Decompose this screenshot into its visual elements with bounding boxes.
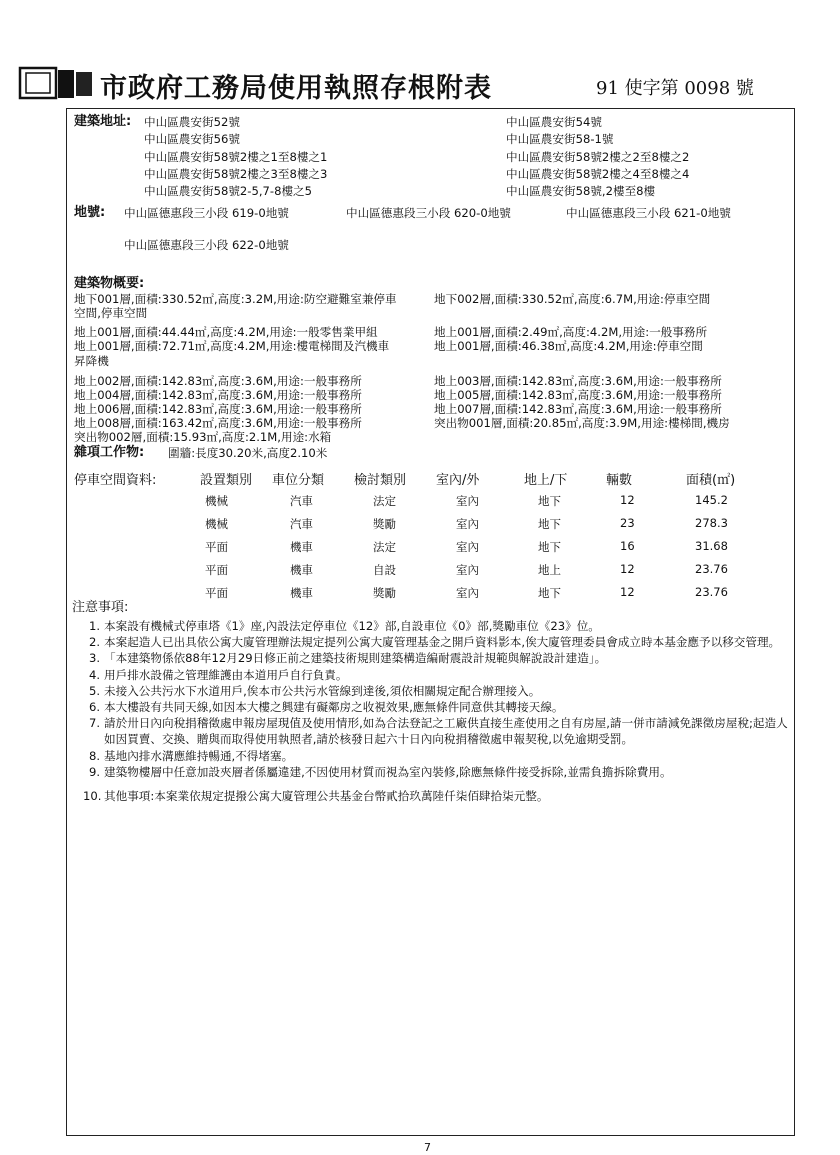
address-label: 建築地址: <box>74 114 132 129</box>
parking-header: 車位分類 <box>272 473 325 488</box>
parking-header: 檢討類別 <box>354 473 407 488</box>
building-line: 地上001層,面積:2.49㎡,高度:4.2M,用途:一般事務所 <box>434 325 708 339</box>
note-item <box>83 764 791 780</box>
building-line: 突出物001層,面積:20.85㎡,高度:3.9M,用途:樓梯間,機房 <box>434 416 730 430</box>
parking-cell: 室內 <box>456 517 479 531</box>
note-number: 8. <box>88 748 100 763</box>
notes-list <box>83 618 791 804</box>
parking-cell: 平面 <box>205 563 228 577</box>
note-number: 6. <box>88 700 100 715</box>
parking-cell: 機車 <box>290 540 313 554</box>
building-label: 建築物概要: <box>74 276 145 291</box>
lot-item: 中山區德惠段三小段 620-0地號 <box>346 206 511 220</box>
address-item: 中山區農安街58號2樓之1至8樓之1 <box>144 150 328 164</box>
note-item <box>83 699 791 715</box>
page-title: 市政府工務局使用執照存根附表 <box>100 73 492 104</box>
note-text: 基地內排水溝應維持暢通,不得堵塞。 <box>104 748 294 763</box>
note-text: 其他事項:本案業依規定提撥公寓大廈管理公共基金台幣貳拾玖萬陸仟柒佰肆拾柒元整。 <box>104 789 549 804</box>
parking-cell: 12 <box>620 562 635 576</box>
parking-cell: 汽車 <box>290 494 313 508</box>
note-number: 4. <box>88 667 100 682</box>
note-text: 本案設有機械式停車塔《1》座,內設法定停車位《12》部,自設車位《0》部,獎勵車位《23》位。 <box>104 619 600 633</box>
parking-cell: 12 <box>620 585 635 599</box>
building-line: 地下001層,面積:330.52㎡,高度:3.2M,用途:防空避難室兼停車 <box>74 292 397 306</box>
parking-header: 設置類別 <box>200 473 253 488</box>
parking-cell: 地上 <box>538 563 561 577</box>
building-line: 地上006層,面積:142.83㎡,高度:3.6M,用途:一般事務所 <box>74 402 362 416</box>
note-item <box>83 634 791 650</box>
note-text: 建築物樓層中任意加設夾層者係屬違建,不因使用材質而視為室內裝修,除應無條件接受拆除,並需負擔拆除費用。 <box>104 764 672 779</box>
note-text: 「本建築物係依88年12月29日修正前之建築技術規則建築構造編耐震設計規範與解說設計建造」。 <box>104 651 607 666</box>
parking-cell: 平面 <box>205 586 228 600</box>
note-item <box>83 683 791 699</box>
note-text: 本大樓設有共同天線,如因本大樓之興建有礙鄰房之收視效果,應無條件同意供其轉接天線。 <box>104 700 564 715</box>
note-item <box>83 715 791 747</box>
parking-cell: 145.2 <box>695 493 728 507</box>
page-number: 7 <box>424 1141 431 1154</box>
parking-cell: 獎勵 <box>373 586 396 600</box>
note-item <box>83 618 791 634</box>
city-seal-stamp <box>18 64 94 100</box>
parking-label: 停車空間資料: <box>74 473 157 488</box>
building-line: 地下002層,面積:330.52㎡,高度:6.7M,用途:停車空間 <box>434 292 711 306</box>
note-number: 2. <box>88 635 100 650</box>
document-number: 91 使字第 0098 號 <box>596 78 754 99</box>
parking-header: 面積(㎡) <box>686 473 736 488</box>
parking-cell: 278.3 <box>695 516 728 530</box>
parking-header: 輛數 <box>606 473 633 488</box>
parking-cell: 23 <box>620 516 635 530</box>
parking-cell: 室內 <box>456 586 479 600</box>
parking-cell: 汽車 <box>290 517 313 531</box>
building-line: 地上008層,面積:163.42㎡,高度:3.6M,用途:一般事務所 <box>74 416 362 430</box>
parking-cell: 平面 <box>205 540 228 554</box>
note-number: 9. <box>88 764 100 779</box>
parking-cell: 室內 <box>456 563 479 577</box>
note-text: 未接入公共污水下水道用戶,俟本市公共污水管線到達後,須依相關規定配合辦理接入。 <box>104 683 541 698</box>
parking-cell: 機械 <box>205 494 228 508</box>
parking-cell: 自設 <box>373 563 396 577</box>
address-item: 中山區農安街52號 <box>144 115 240 129</box>
parking-cell: 室內 <box>456 494 479 508</box>
address-item: 中山區農安街56號 <box>144 132 240 146</box>
parking-cell: 地下 <box>538 494 561 508</box>
building-line: 地上001層,面積:72.71㎡,高度:4.2M,用途:樓電梯間及汽機車 <box>74 339 390 353</box>
parking-cell: 23.76 <box>695 562 728 576</box>
note-number: 7. <box>88 716 100 731</box>
misc-value: 圍牆:長度30.20米,高度2.10米 <box>168 446 328 460</box>
note-text: 用戶排水設備之管理維護由本道用戶自行負責。 <box>104 667 348 682</box>
parking-cell: 機械 <box>205 517 228 531</box>
note-item <box>83 667 791 683</box>
parking-cell: 法定 <box>373 494 396 508</box>
building-line: 空間,停車空間 <box>74 306 148 320</box>
lot-item: 中山區德惠段三小段 619-0地號 <box>124 206 289 220</box>
note-item <box>83 650 791 666</box>
misc-label: 雜項工作物: <box>74 445 145 460</box>
building-line: 突出物002層,面積:15.93㎡,高度:2.1M,用途:水箱 <box>74 430 332 444</box>
address-item: 中山區農安街58號,2樓至8樓 <box>506 184 656 198</box>
parking-cell: 12 <box>620 493 635 507</box>
parking-cell: 地下 <box>538 540 561 554</box>
note-number: 5. <box>88 683 100 698</box>
building-line: 地上001層,面積:46.38㎡,高度:4.2M,用途:停車空間 <box>434 339 703 353</box>
parking-cell: 室內 <box>456 540 479 554</box>
address-item: 中山區農安街58號2樓之4至8樓之4 <box>506 167 690 181</box>
address-item: 中山區農安街58-1號 <box>506 132 614 146</box>
parking-cell: 機車 <box>290 563 313 577</box>
note-text: 請於卅日內向稅捐稽徵處申報房屋現值及使用情形,如為合法登記之工廠供直接生產使用之自有房屋,請一併市請減免課徵房屋稅;起造人如因買賣、交換、贈與而取得使用執照者,請於核發日起六十日內向稅捐稽徵處申報契稅,以免逾期受罰。 <box>104 716 788 747</box>
lot-label: 地號: <box>74 205 106 220</box>
address-item: 中山區農安街58號2樓之2至8樓之2 <box>506 150 690 164</box>
parking-cell: 23.76 <box>695 585 728 599</box>
building-line: 昇降機 <box>74 354 109 368</box>
parking-header: 地上/下 <box>524 473 568 488</box>
note-item <box>83 788 791 804</box>
building-line: 地上001層,面積:44.44㎡,高度:4.2M,用途:一般零售業甲組 <box>74 325 378 339</box>
parking-cell: 地下 <box>538 517 561 531</box>
note-number: 10. <box>83 789 102 804</box>
address-item: 中山區農安街54號 <box>506 115 602 129</box>
address-item: 中山區農安街58號2-5,7-8樓之5 <box>144 184 313 198</box>
building-line: 地上005層,面積:142.83㎡,高度:3.6M,用途:一般事務所 <box>434 388 722 402</box>
lot-item: 中山區德惠段三小段 621-0地號 <box>566 206 731 220</box>
note-number: 1. <box>88 619 100 633</box>
parking-header: 室內/外 <box>436 473 480 488</box>
parking-cell: 31.68 <box>695 539 728 553</box>
note-item <box>83 748 791 764</box>
building-line: 地上004層,面積:142.83㎡,高度:3.6M,用途:一般事務所 <box>74 388 362 402</box>
building-line: 地上002層,面積:142.83㎡,高度:3.6M,用途:一般事務所 <box>74 374 362 388</box>
parking-cell: 16 <box>620 539 635 553</box>
note-text: 本案起造人已出具依公寓大廈管理辦法規定提列公寓大廈管理基金之開戶資料影本,俟大廈管理委員會成立時本基金應予以移交管理。 <box>104 635 781 650</box>
parking-cell: 機車 <box>290 586 313 600</box>
parking-cell: 法定 <box>373 540 396 554</box>
note-number: 3. <box>88 651 100 666</box>
parking-cell: 地下 <box>538 586 561 600</box>
lot-item: 中山區德惠段三小段 622-0地號 <box>124 238 289 252</box>
building-line: 地上003層,面積:142.83㎡,高度:3.6M,用途:一般事務所 <box>434 374 722 388</box>
address-item: 中山區農安街58號2樓之3至8樓之3 <box>144 167 328 181</box>
notes-label: 注意事項: <box>72 600 129 615</box>
parking-cell: 獎勵 <box>373 517 396 531</box>
building-line: 地上007層,面積:142.83㎡,高度:3.6M,用途:一般事務所 <box>434 402 722 416</box>
